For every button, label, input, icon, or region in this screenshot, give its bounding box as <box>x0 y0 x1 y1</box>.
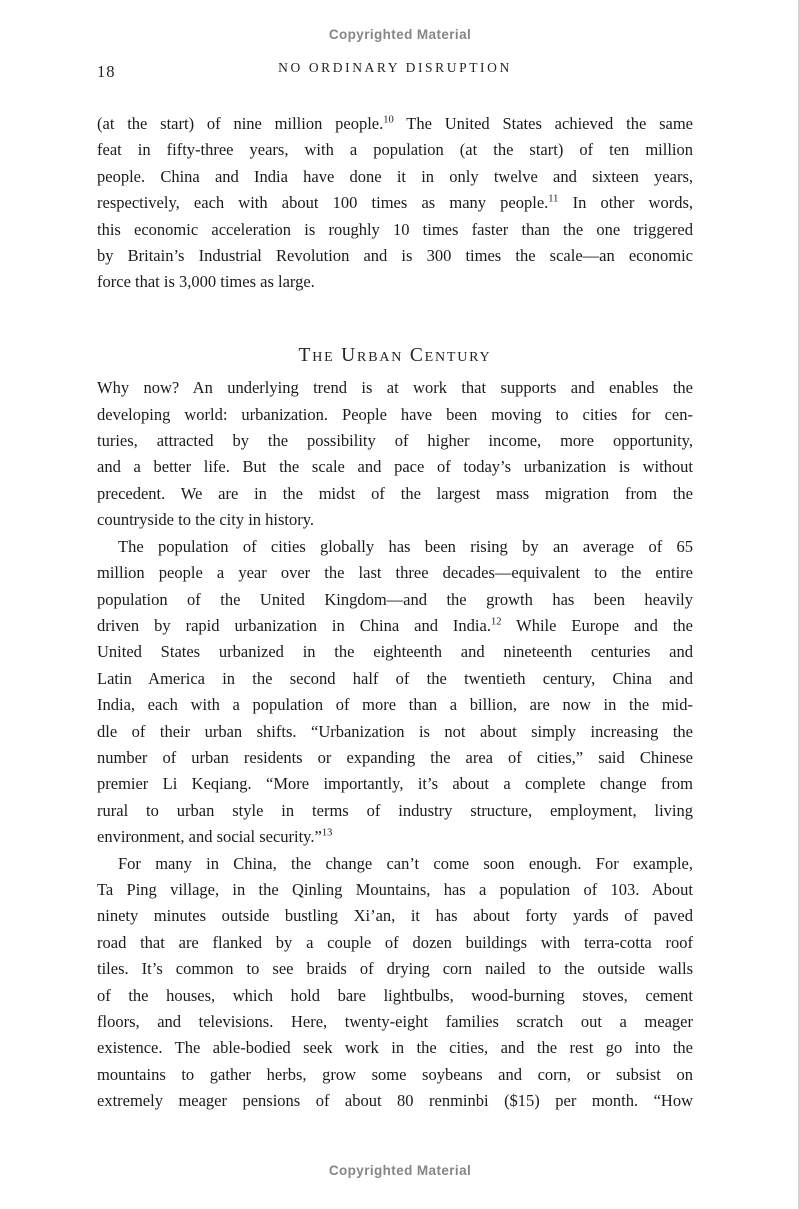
text-line: premier Li Keqiang. “More importantly, it’s about a complete change from <box>97 774 693 794</box>
text-line: Latin America in the second half of the twentieth century, China and <box>97 668 693 688</box>
text-line: extremely meager pensions of about 80 renminbi ($15) per month. “How <box>97 1091 693 1111</box>
text-line: existence. The able-bodied seek work in the cities, and the rest go into the <box>97 1038 693 1058</box>
text-line: Why now? An underlying trend is at work that supports and enables the <box>97 378 693 398</box>
text-line: by Britain’s Industrial Revolution and is 300 times the scale—an economic <box>97 246 693 266</box>
footnote-marker: 13 <box>321 827 333 839</box>
body-text <box>97 111 693 1115</box>
text-line: countryside to the city in history. <box>97 510 315 530</box>
text-line: tiles. It’s common to see braids of drying corn nailed to the outside walls <box>97 959 693 979</box>
text-line: ninety minutes outside bustling Xi’an, it has about forty yards of paved <box>97 906 693 926</box>
paragraph <box>97 851 693 1115</box>
text-line: developing world: urbanization. People have been moving to cities for cen- <box>97 404 693 424</box>
section-heading: The Urban Century <box>298 344 492 366</box>
text-line: The population of cities globally has been rising by an average of 65 <box>118 536 693 556</box>
copyright-notice-bottom: Copyrighted Material <box>328 1163 472 1178</box>
running-head: NO ORDINARY DISRUPTION <box>278 60 512 75</box>
text-line: feat in fifty-three years, with a population (at the start) of ten million <box>97 140 693 160</box>
text-line: (at the start) of nine million people.$^{10}$ The United States achieved the same <box>97 114 693 133</box>
text-line: turies, attracted by the possibility of higher income, more opportunity, <box>97 431 693 451</box>
text-line: Ta Ping village, in the Qinling Mountains, has a population of 103. About <box>97 879 693 899</box>
text-line: environment, and social security.”$^{13}$ <box>97 827 333 847</box>
page-header <box>0 60 800 82</box>
paragraph <box>97 534 693 851</box>
text-line: number of urban residents or expanding the area of cities,” said Chinese <box>97 747 693 767</box>
text-line: people. China and India have done it in only twelve and sixteen years, <box>97 166 693 186</box>
paragraph <box>97 111 693 296</box>
text-line: force that is 3,000 times as large. <box>97 272 315 292</box>
copyright-notice-top: Copyrighted Material <box>328 27 472 42</box>
text-line: road that are flanked by a couple of dozen buildings with terra-cotta roof <box>97 932 693 952</box>
paragraph <box>97 375 693 533</box>
text-line: floors, and televisions. Here, twenty-eight families scratch out a meager <box>97 1012 693 1031</box>
text-line: United States urbanized in the eighteenth and nineteenth centuries and <box>97 642 693 662</box>
page-number: 18 <box>97 62 116 81</box>
footnote-marker: 10 <box>383 114 394 126</box>
text-line: this economic acceleration is roughly 10 times faster than the one triggered <box>97 219 693 239</box>
text-line: rural to urban style in terms of industry structure, employment, living <box>97 800 693 820</box>
text-line: For many in China, the change can’t come soon enough. For example, <box>118 853 693 873</box>
text-line: of the houses, which hold bare lightbulbs, wood-burning stoves, cement <box>97 985 693 1005</box>
text-line: mountains to gather herbs, grow some soybeans and corn, or subsist on <box>97 1064 693 1084</box>
footnote-marker: 12 <box>490 616 502 628</box>
text-line: India, each with a population of more than a billion, are now in the mid- <box>97 695 693 715</box>
text-line: and a better life. But the scale and pace of today’s urbanization is without <box>97 457 693 477</box>
text-line: driven by rapid urbanization in China and India.$^{12}$ While Europe and the <box>97 615 693 635</box>
text-line: dle of their urban shifts. “Urbanization is not about simply increasing the <box>97 721 693 741</box>
footnote-marker: 11 <box>548 193 559 205</box>
text-line: million people a year over the last three decades—equivalent to the entire <box>97 563 693 583</box>
text-line: population of the United Kingdom—and the growth has been heavily <box>97 589 693 609</box>
text-line: precedent. We are in the midst of the largest mass migration from the <box>97 483 693 503</box>
text-line: respectively, each with about 100 times as many people.$^{11}$ In other words, <box>97 193 693 213</box>
